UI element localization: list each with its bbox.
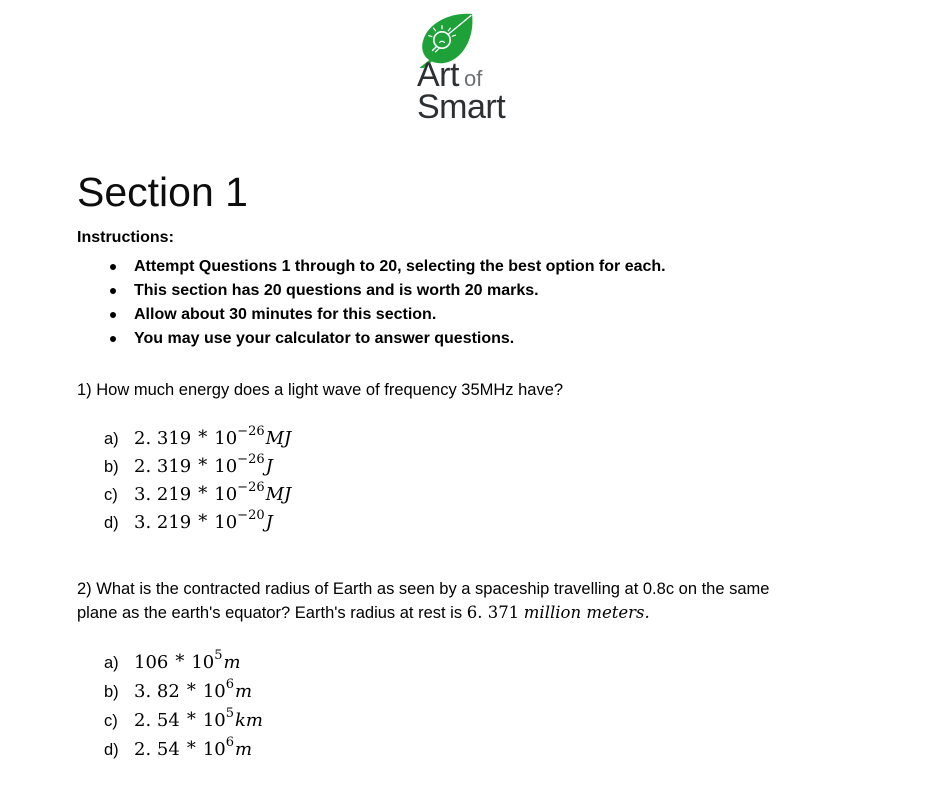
option-label: b)	[104, 683, 119, 701]
option-label: b)	[104, 458, 119, 476]
option-label: d)	[104, 514, 119, 532]
instruction-item	[110, 279, 666, 303]
bullet-dot-icon	[110, 288, 116, 294]
instruction-item	[110, 303, 666, 327]
question-2-line1: 2) What is the contracted radius of Earth as seen by a spaceship travelling at 0.8c on the same	[77, 580, 770, 598]
option-label: a)	[104, 654, 119, 672]
option-value: 3. $219 * 10^{-20}J$	[134, 508, 273, 533]
instruction-item	[110, 255, 666, 279]
option-value: 3. $219 * 10^{-26}MJ$	[134, 480, 292, 505]
option-label: c)	[104, 712, 118, 730]
option-value: $106 * 10^5m$	[134, 648, 241, 673]
question-1-text: 1) How much energy does a light wave of frequency 35MHz have?	[77, 381, 564, 399]
question-2-option-c	[104, 706, 263, 731]
option-value: 3. $82 * 10^6m$	[134, 677, 253, 702]
option-value: 2. $319 * 10^{-26}J$	[134, 452, 273, 477]
question-2-math-value: 6. 371	[466, 603, 520, 622]
question-1-option-a	[104, 424, 292, 449]
question-2-text	[77, 577, 877, 625]
question-2-line2: plane as the earth's equator? Earth's radius at rest is	[77, 604, 463, 622]
logo-smart-text: Smart	[417, 88, 506, 126]
question-1-options	[104, 424, 292, 540]
instruction-item	[110, 327, 666, 351]
instruction-text: This section has 20 questions and is worth 20 marks.	[134, 282, 539, 299]
question-1-option-d	[104, 508, 291, 533]
instruction-text: Attempt Questions 1 through to 20, selecting the best option for each.	[134, 258, 666, 275]
option-label: d)	[104, 741, 119, 759]
logo-of-text: of	[463, 66, 483, 91]
option-value: 2. $54 * 10^6m$	[134, 735, 253, 760]
question-2-math-words: million meters.	[523, 603, 650, 622]
instruction-text: You may use your calculator to answer questions.	[134, 330, 515, 347]
instruction-text: Allow about 30 minutes for this section.	[134, 306, 437, 323]
option-label: a)	[104, 430, 119, 448]
question-2-options	[104, 648, 263, 768]
option-value: 2. $54 * 10^5km$	[134, 706, 263, 731]
question-1-option-b	[104, 452, 291, 477]
question-1-option-c	[104, 480, 292, 505]
bullet-dot-icon	[110, 264, 116, 270]
section-title: Section 1	[77, 169, 248, 215]
option-value: 2. $319 * 10^{-26}MJ$	[134, 424, 292, 449]
bullet-dot-icon	[110, 312, 116, 318]
logo-art-text: Art	[417, 56, 459, 94]
bullet-dot-icon	[110, 336, 116, 342]
logo-art-of	[417, 58, 482, 92]
question-2-option-d	[104, 735, 263, 760]
instructions-list	[110, 255, 666, 351]
option-label: c)	[104, 486, 118, 504]
question-2-option-a	[104, 648, 263, 673]
question-2-option-b	[104, 677, 263, 702]
instructions-heading: Instructions:	[77, 229, 174, 246]
